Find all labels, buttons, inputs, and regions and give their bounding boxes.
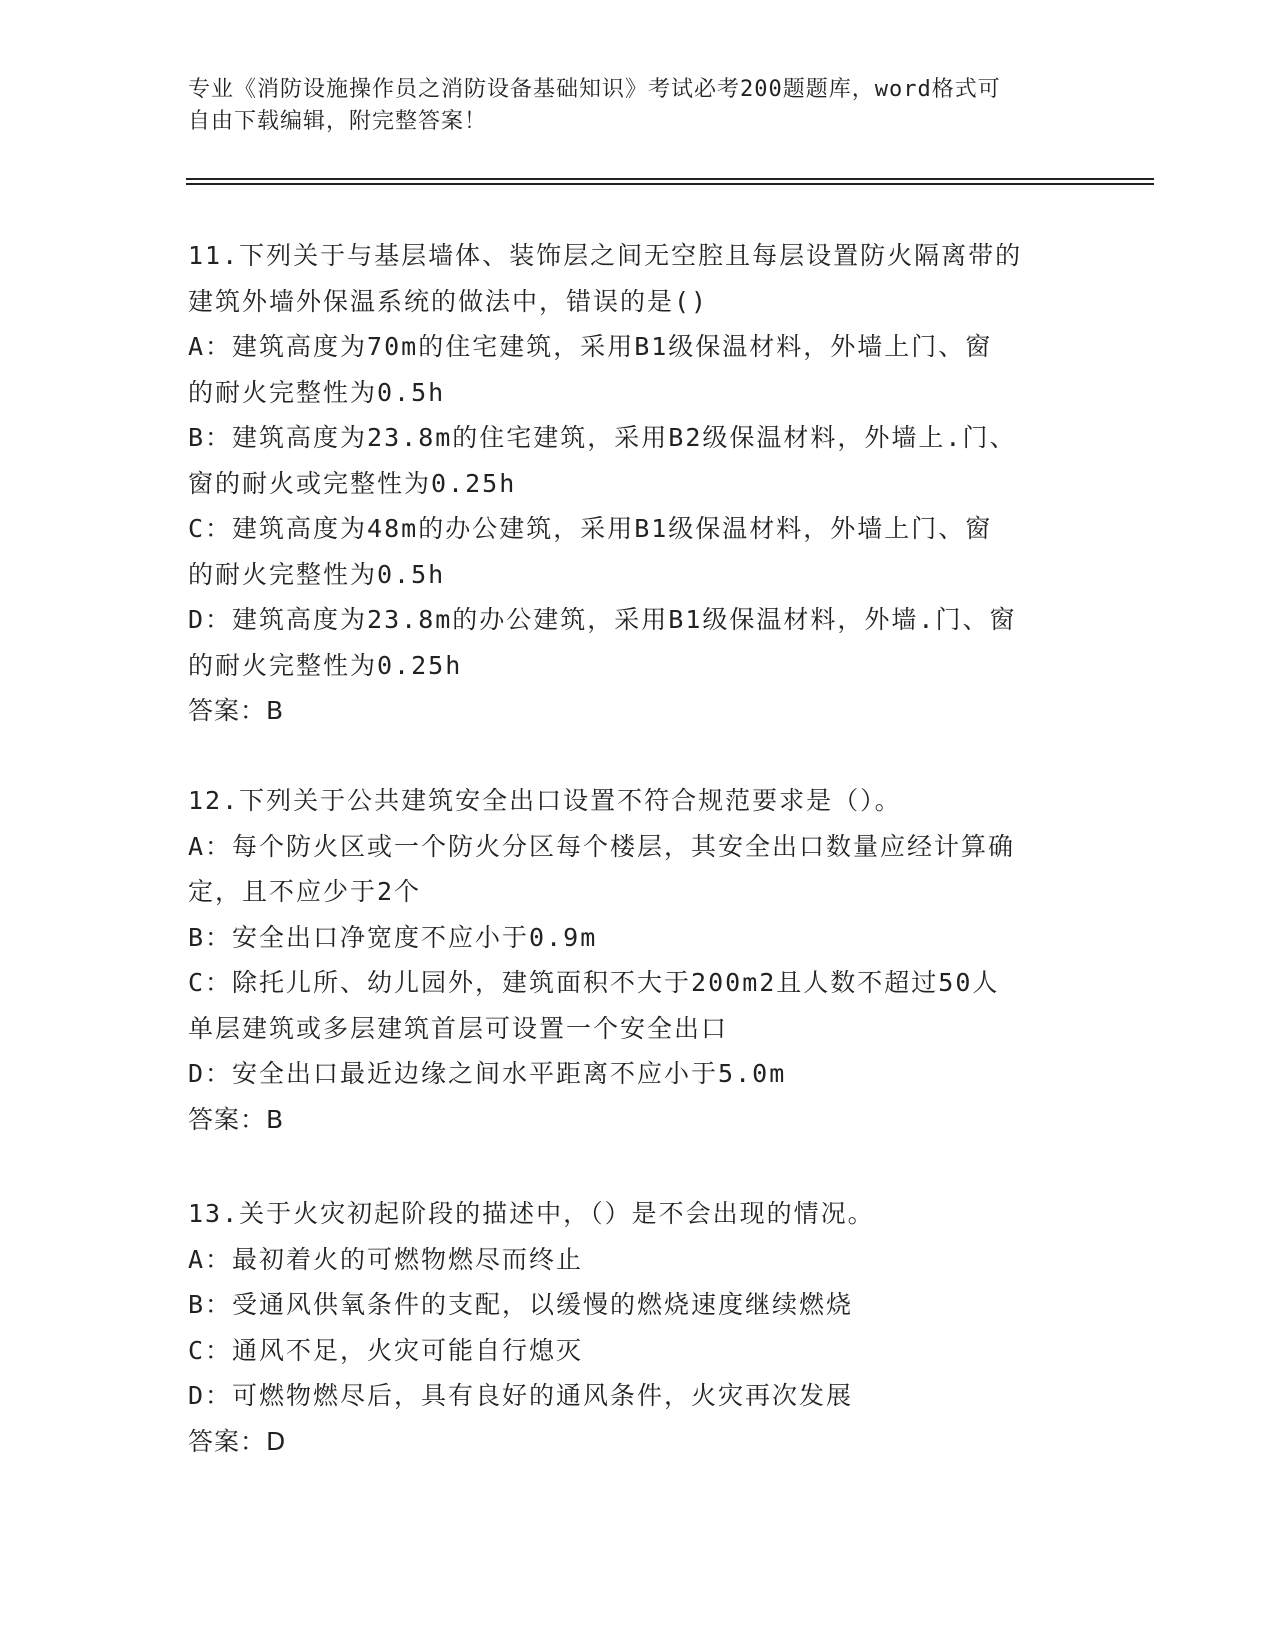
option-d-line-1: D：可燃物燃尽后，具有良好的通风条件，火灾再次发展	[188, 1381, 854, 1410]
header-line-2: 自由下载编辑，附完整答案！	[188, 109, 488, 134]
option-a-line-2: 的耐火完整性为0.5h	[188, 377, 446, 407]
option-c-line-1: C：通风不足，火灾可能自行熄灭	[188, 1335, 584, 1365]
document-header	[188, 74, 1088, 138]
option-b-line-2: 窗的耐火或完整性为0.25h	[188, 468, 517, 498]
question-11	[188, 233, 1088, 734]
option-c-line-1: C：除托儿所、幼儿园外，建筑面积不大于200m2且人数不超过50人	[188, 968, 1000, 997]
option-d-line-1: D：安全出口最近边缘之间水平距离不应小于5.0m	[188, 1059, 787, 1088]
option-c-line-2: 单层建筑或多层建筑首层可设置一个安全出口	[188, 1013, 729, 1043]
answer-label: 答案：D	[188, 1426, 287, 1456]
option-a-line-2: 定，且不应少于2个	[188, 877, 422, 906]
option-b-line-1: B：建筑高度为23.8m的住宅建筑，采用B2级保温材料，外墙上.门、	[188, 423, 1017, 452]
option-d-line-2: 的耐火完整性为0.25h	[188, 650, 463, 680]
question-stem-line: 11.下列关于与基层墙体、装饰层之间无空腔且每层设置防火隔离带的	[188, 241, 1023, 270]
header-line-1: 专业《消防设施操作员之消防设备基础知识》考试必考200题题库，word格式可	[188, 77, 1001, 102]
option-a-line-1: A：建筑高度为70m的住宅建筑，采用B1级保温材料，外墙上门、窗	[188, 332, 993, 361]
question-stem-line: 13.关于火灾初起阶段的描述中，（）是不会出现的情况。	[188, 1199, 875, 1228]
option-c-line-2: 的耐火完整性为0.5h	[188, 559, 446, 589]
option-b-line-1: B：安全出口净宽度不应小于0.9m	[188, 922, 598, 952]
answer-label: 答案：B	[188, 1104, 285, 1134]
header-divider-bottom	[186, 183, 1154, 185]
question-13	[188, 1191, 1088, 1464]
question-12	[188, 778, 1088, 1142]
option-c-line-1: C：建筑高度为48m的办公建筑，采用B1级保温材料，外墙上门、窗	[188, 514, 993, 543]
question-stem-line: 12.下列关于公共建筑安全出口设置不符合规范要求是（）。	[188, 786, 902, 815]
header-divider-top	[186, 178, 1154, 180]
option-a-line-1: A：最初着火的可燃物燃尽而终止	[188, 1244, 584, 1274]
answer-label: 答案：B	[188, 696, 285, 725]
option-b-line-1: B：受通风供氧条件的支配，以缓慢的燃烧速度继续燃烧	[188, 1290, 854, 1319]
option-a-line-1: A：每个防火区或一个防火分区每个楼层，其安全出口数量应经计算确	[188, 831, 1016, 861]
question-stem-line: 建筑外墙外保温系统的做法中，错误的是()	[188, 286, 709, 316]
option-d-line-1: D：建筑高度为23.8m的办公建筑，采用B1级保温材料，外墙.门、窗	[188, 605, 1017, 634]
